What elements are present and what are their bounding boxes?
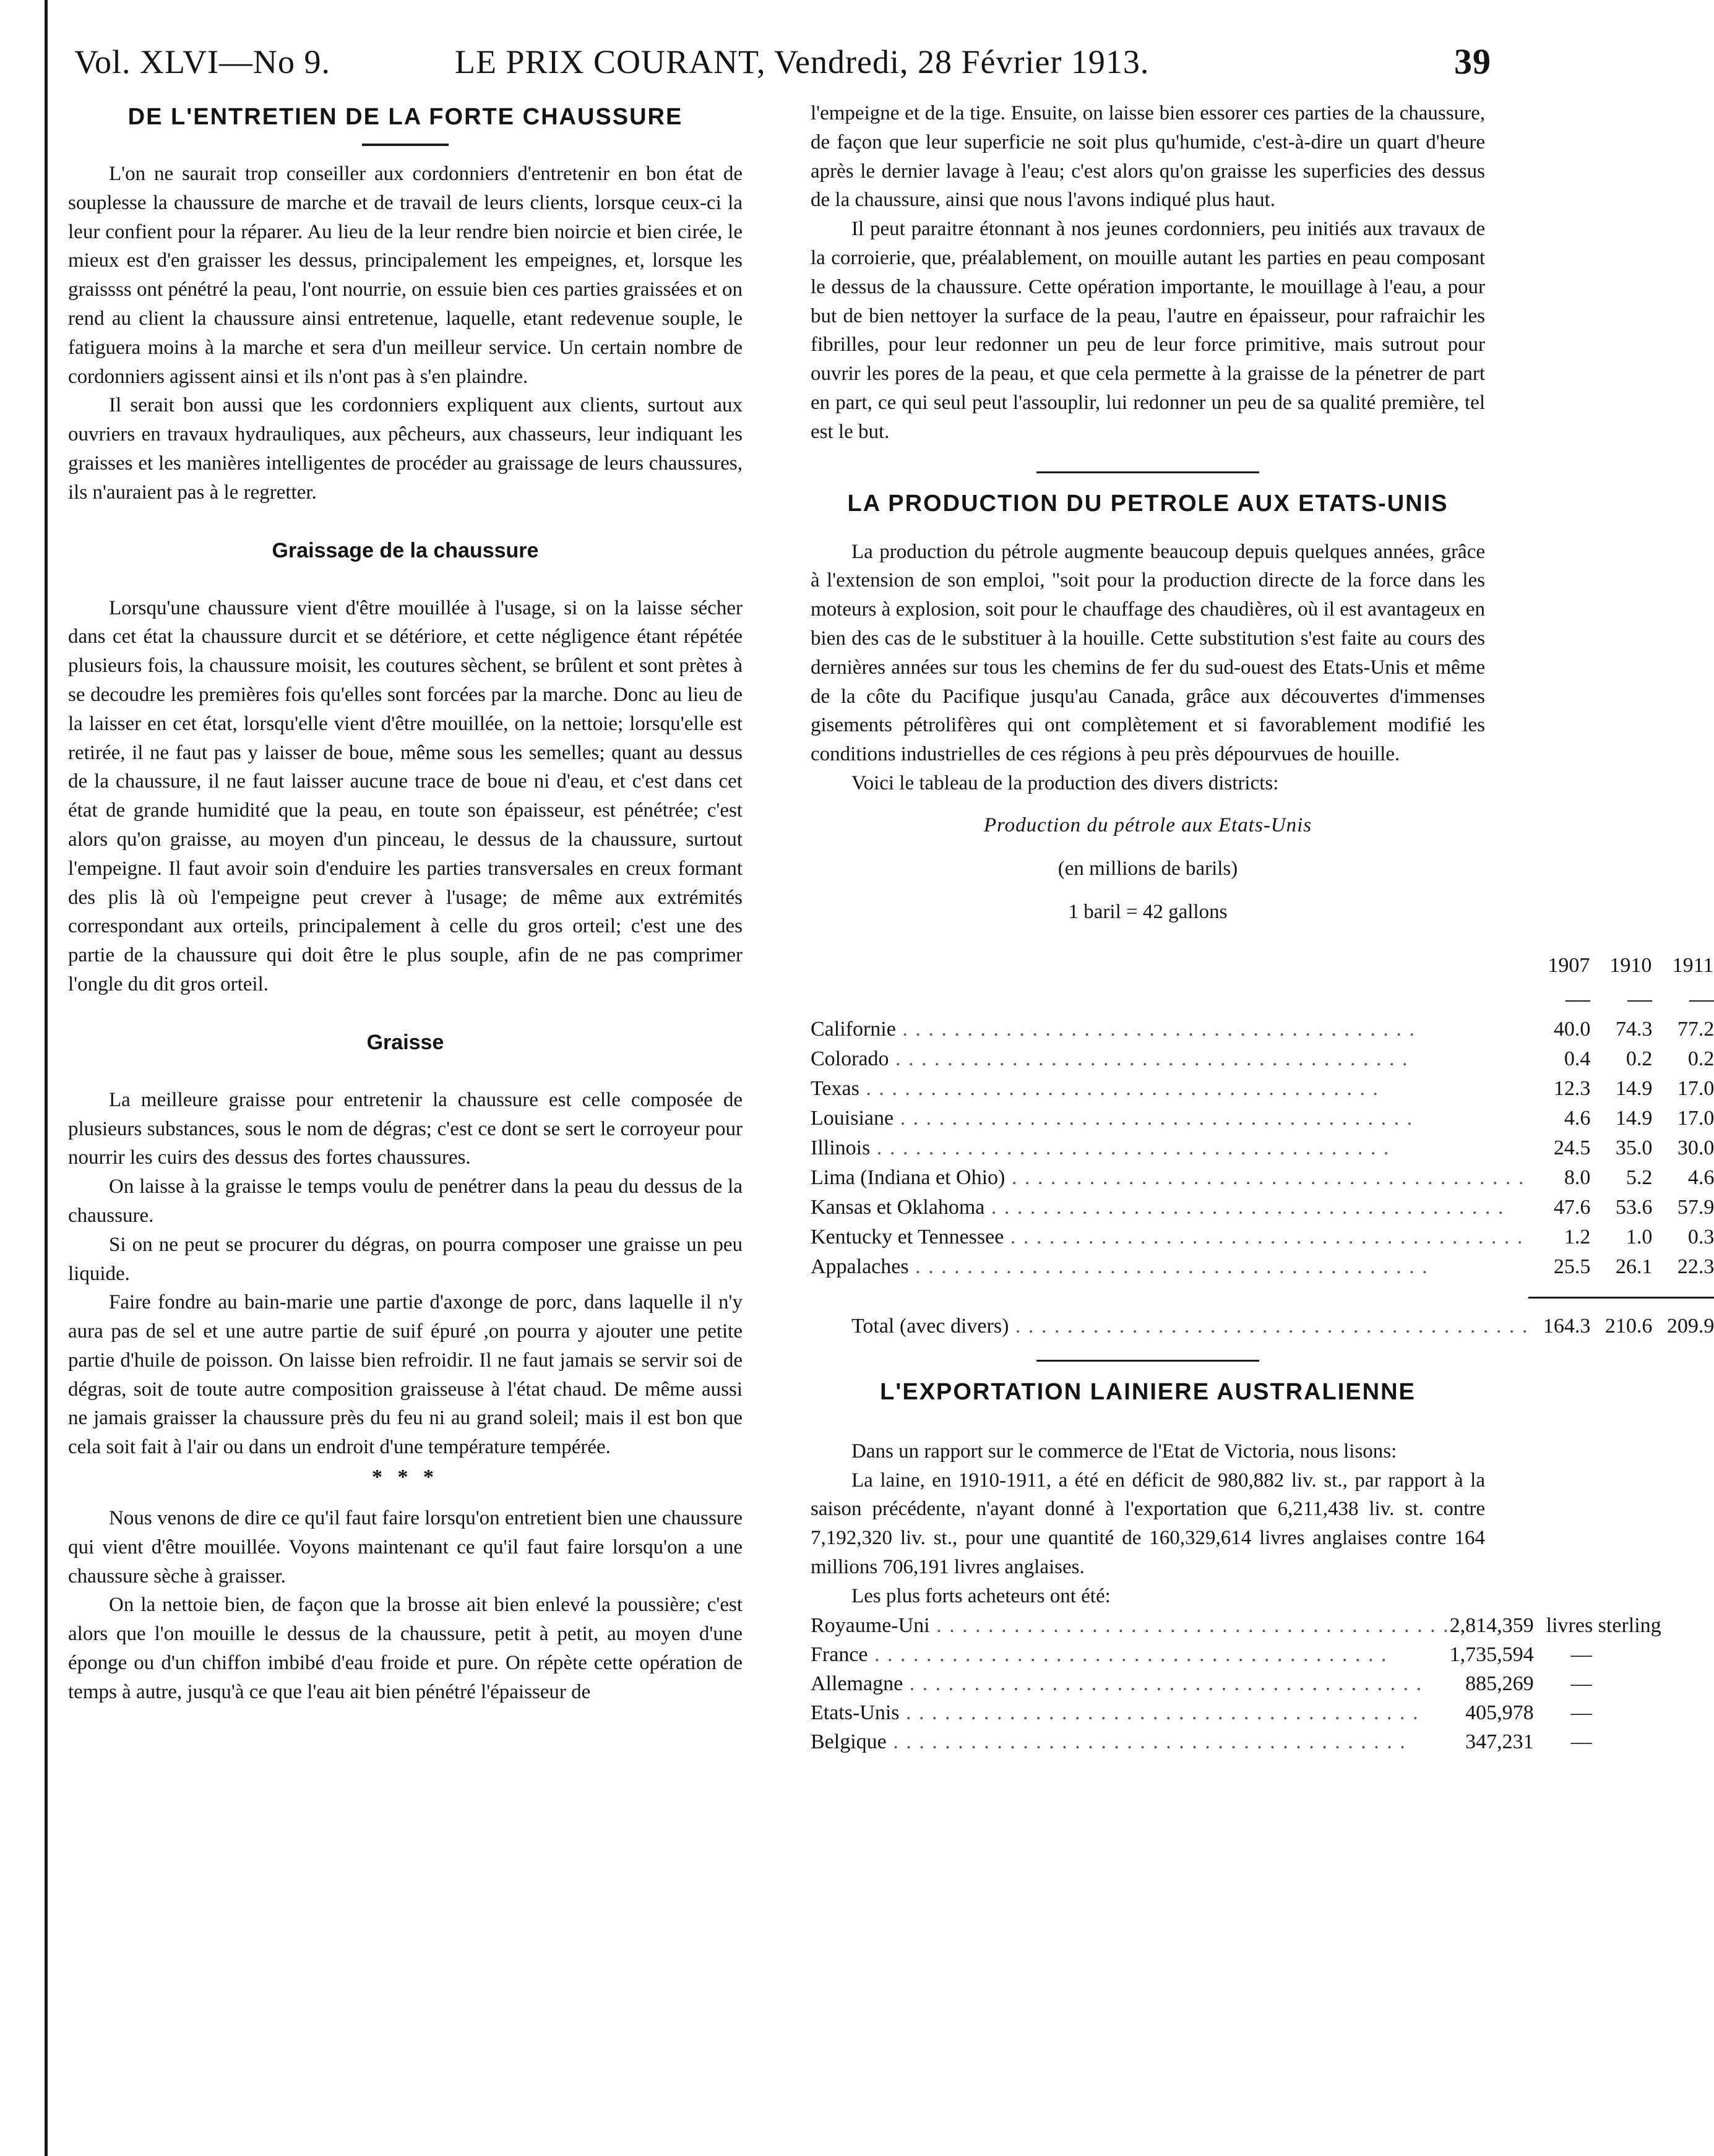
total-label: Total (avec divers) . . . . . . . . . . . . . . . . . . . . . . . . . . . . . . . . . . . . . . . . (851, 1314, 1529, 1338)
table-row (811, 1044, 1714, 1074)
cell-1907: 25.5 (1553, 1255, 1591, 1278)
article-title-chaussure: DE L'ENTRETIEN DE LA FORTE CHAUSSURE (127, 104, 683, 130)
cell-1910: 5.2 (1626, 1166, 1653, 1189)
table-header-row (811, 947, 1714, 985)
volume-number: Vol. XLVI—No 9. (74, 43, 331, 80)
paragraph: On la nettoie bien, de façon que la brosse ait bien enlevé la poussière; c'est alors que l'on mouille le dessus de la chaussure, petit à petit, au moyen d'une éponge ou d'un chiffon imbibé d'eau froide et pure. On répète cette opération de temps à autre, jusqu'à ce que l'eau ait bien pénétré l'épaisseur de (68, 1594, 743, 1703)
paragraph: Faire fondre au bain-marie une partie d'axonge de porc, dans laquelle il n'y aura pas de sel et une autre partie de suif épuré ,on pourra y ajouter une petite partie d'huile de poisson. On laisse bien refroidir. Il ne faut jamais se servir soi de dégras, soit de toute autre composition graisseuse à l'état chaud. De même aussi ne jamais graisser la chaussure près du feu ni au grand soleil; mais il est bon que cela soit fait à l'air ou dans un endroit d'une température tempérée. (68, 1291, 743, 1459)
cell-1910: 35.0 (1615, 1136, 1653, 1159)
cell-1911: 30.0 (1677, 1136, 1714, 1159)
cell-1907: 4.6 (1564, 1106, 1591, 1130)
cell-1910: 14.9 (1615, 1076, 1653, 1100)
paragraph: On laisse à la graisse le temps voulu de penétrer dans la peau du dessus de la chaussure. (68, 1175, 743, 1227)
cell-1911: 57.9 (1677, 1195, 1714, 1219)
paragraph: La laine, en 1910-1911, a été en déficit de 980,882 liv. st., par rapport à la saison précédente, n'ayant donné à l'exportation que 6,211,438 liv. st. contre 7,192,320 liv. st., pour une quantité de 160,329,614 livres anglaises contre 164 millions 706,191 livres anglaises. (811, 1469, 1485, 1578)
subheading-graissage: Graissage de la chaussure (272, 538, 539, 562)
buyer-unit: — (1570, 1730, 1592, 1753)
total-1911: 209.9 (1666, 1314, 1714, 1338)
buyer-amount: 1,735,594 (1449, 1643, 1534, 1666)
year-header: 1907 (1548, 953, 1590, 977)
table-unit: (en millions de barils) (1057, 857, 1238, 880)
table-row (811, 1104, 1714, 1133)
cell-1907: 12.3 (1553, 1076, 1591, 1100)
buyer-unit: — (1570, 1672, 1592, 1695)
table-row (811, 1222, 1714, 1252)
table-row (811, 1193, 1714, 1222)
buyer-unit: — (1570, 1643, 1592, 1666)
buyer-country: Belgique . . . . . . . . . . . . . . . . . . . . . . . . . . . . . . . . . . . . . . . . (811, 1730, 1406, 1753)
cell-1910: 1.0 (1626, 1225, 1653, 1248)
table-row (811, 1727, 1661, 1756)
cell-1907: 24.5 (1553, 1136, 1591, 1159)
buyer-amount: 885,269 (1465, 1672, 1534, 1695)
cell-1907: 0.4 (1564, 1047, 1591, 1070)
paragraph: Voici le tableau de la production des divers districts: (851, 771, 1279, 794)
table-row (811, 1669, 1661, 1698)
wool-buyers-table (811, 1611, 1661, 1756)
cell-1911: 17.0 (1677, 1106, 1714, 1130)
row-label: Kentucky et Tennessee . . . . . . . . . . . . . . . . . . . . . . . . . . . . . . . . . . . . . . . . (811, 1225, 1524, 1248)
row-label: Californie . . . . . . . . . . . . . . . . . . . . . . . . . . . . . . . . . . . . . . . . (811, 1017, 1416, 1041)
newspaper-title: LE PRIX COURANT, Vendredi, 28 Février 1913. (455, 43, 1150, 80)
cell-1910: 26.1 (1615, 1255, 1653, 1278)
paragraph-continuation: l'empeigne et de la tige. Ensuite, on laisse bien essorer ces parties de la chaussure, de façon que leur superficie ne soit plus qu'humide, c'est-à-dire un quart d'heure après le dernier lavage à l'eau; c'est alors qu'on graisse les superficies des dessus de la chaussure, ainsi que nous l'avons indiqué plus haut. (811, 102, 1485, 212)
page-header (74, 34, 1491, 90)
year-header: 1910 (1609, 953, 1652, 977)
cell-1911: 0.2 (1687, 1047, 1714, 1070)
cell-1910: 14.9 (1615, 1106, 1653, 1130)
row-label: Lima (Indiana et Ohio) . . . . . . . . . . . . . . . . . . . . . . . . . . . . . . . . . . . . . . . . (811, 1166, 1525, 1189)
table-title: Production du pétrole aux Etats-Unis (983, 814, 1312, 836)
table-row (811, 1640, 1661, 1669)
paragraph: Il serait bon aussi que les cordonniers expliquent aux clients, surtout aux ouvriers en travaux hydrauliques, aux pêcheurs, aux chasseurs, leur indiquant les graisses et les manières intelligentes de procéder au graissage de leurs chaussures, ils n'auraient pas à le regretter. (68, 394, 743, 504)
table-row (811, 1163, 1714, 1193)
section-separator (1036, 471, 1259, 473)
buyer-amount: 347,231 (1465, 1730, 1534, 1753)
right-column (811, 99, 1714, 1756)
section-separator (1036, 1360, 1259, 1362)
row-label: Appalaches . . . . . . . . . . . . . . . . . . . . . . . . . . . . . . . . . . . . . . . . (811, 1255, 1429, 1278)
title-rule (362, 144, 449, 146)
petrole-production-table (811, 947, 1714, 1341)
cell-1910: 53.6 (1615, 1195, 1653, 1219)
paragraph: La production du pétrole augmente beaucoup depuis quelques années, grâce à l'extension de son emploi, "soit pour la production directe de la force dans les moteurs à explosion, soit pour le chauffage des chaudières, où il est avantageux en bien des cas de le substituer à la houille. Cette substitution s'est faite au cours des dernières années sur tous les chemins de fer du sud-ouest des Etats-Unis et même de la côte du Pacifique jusqu'au Canada, grâce aux découvertes d'immenses gisements pétrolifères qui ont complètement et si favorablement modifié les conditions industrielles de ces régions à peu près dépourvues de houille. (811, 540, 1485, 766)
paragraph: Si on ne peut se procurer du dégras, on pourra composer une graisse un peu liquide. (68, 1233, 743, 1285)
paragraph: Les plus forts acheteurs ont été: (851, 1584, 1111, 1607)
buyer-country: Etats-Unis . . . . . . . . . . . . . . . . . . . . . . . . . . . . . . . . . . . . . . . . (811, 1701, 1419, 1724)
page-number: 39 (1454, 41, 1491, 82)
buyer-amount: 405,978 (1465, 1701, 1534, 1724)
paragraph: L'on ne saurait trop conseiller aux cordonniers d'entretenir en bon état de souplesse la chaussure de marche et de travail de leurs clients, lorsque ceux-ci la leur confient pour la réparer. Au lieu de la leur rendre bien noircie et bien cirée, le mieux est d'en graisser les dessus, principalement les empeignes, et, lorsque les graissss ont pénétré la peau, l'ont nourrie, on essuie bien ces parties graissées et on rend au client la chaussure ainsi entretenue, laquelle, etant redevenue souple, le fatiguera moins à la marche et sera d'un meilleur service. Un certain nombre de cordonniers agissent ainsi et ils n'ont pas à s'en plaindre. (68, 163, 743, 388)
table-row (811, 1133, 1714, 1163)
cell-1911: 4.6 (1687, 1166, 1714, 1189)
cell-1910: 0.2 (1626, 1047, 1653, 1070)
page-edge-rule (45, 0, 48, 2156)
table-row (811, 1074, 1714, 1104)
row-label: Kansas et Oklahoma . . . . . . . . . . . . . . . . . . . . . . . . . . . . . . . . . . . . . . . . (811, 1195, 1505, 1219)
row-label: Colorado . . . . . . . . . . . . . . . . . . . . . . . . . . . . . . . . . . . . . . . . (811, 1047, 1409, 1070)
row-label: Louisiane . . . . . . . . . . . . . . . . . . . . . . . . . . . . . . . . . . . . . . . . (811, 1106, 1414, 1130)
table-total-row (811, 1312, 1714, 1341)
buyer-country: Royaume-Uni . . . . . . . . . . . . . . . . . . . . . . . . . . . . . . . . . . . . . . . . (811, 1613, 1450, 1637)
buyer-country: France . . . . . . . . . . . . . . . . . . . . . . . . . . . . . . . . . . . . . . . . (811, 1643, 1388, 1666)
buyer-unit: livres sterling (1546, 1613, 1661, 1637)
total-1910: 210.6 (1604, 1314, 1653, 1338)
buyer-unit: — (1570, 1701, 1592, 1724)
section-asterism: * * * (372, 1466, 439, 1489)
year-header: 1911 (1672, 953, 1714, 977)
cell-1911: 0.3 (1687, 1225, 1714, 1248)
article-title-laine: L'EXPORTATION LAINIERE AUSTRALIENNE (880, 1378, 1416, 1405)
cell-1911: 77.2 (1677, 1017, 1714, 1041)
table-row (811, 1698, 1661, 1727)
table-conversion: 1 baril = 42 gallons (1068, 900, 1228, 923)
paragraph: Nous venons de dire ce qu'il faut faire lorsqu'on entretient bien une chaussure qui vient d'être mouillée. Voyons maintenant ce qu'il faut faire lorsqu'on a une chaussure sèche à graisser. (68, 1507, 743, 1587)
table-row (811, 1015, 1714, 1044)
cell-1907: 47.6 (1553, 1195, 1591, 1219)
buyer-country: Allemagne . . . . . . . . . . . . . . . . . . . . . . . . . . . . . . . . . . . . . . . . (811, 1672, 1423, 1695)
row-label: Illinois . . . . . . . . . . . . . . . . . . . . . . . . . . . . . . . . . . . . . . . . (811, 1136, 1390, 1159)
article-title-petrole: LA PRODUCTION DU PETROLE AUX ETATS-UNIS (847, 490, 1449, 517)
row-label: Texas . . . . . . . . . . . . . . . . . . . . . . . . . . . . . . . . . . . . . . . . (811, 1076, 1379, 1100)
cell-1907: 8.0 (1564, 1166, 1591, 1189)
paragraph: Lorsqu'une chaussure vient d'être mouillée à l'usage, si on la laisse sécher dans cet état la chaussure durcit et se détériore, et cette négligence étant répétée plusieurs fois, la chaussure moisit, les coutures sèchent, se brûlent et sont prètes à se decoudre les premières fois qu'elles sont forcées par la marche. Donc au lieu de la laisser en cet état, lorsqu'elle vient d'être mouillée, on la nettoie; lorsqu'elle est retirée, il ne faut pas y laisser de boue, même sous les semelles; quant au dessus de la chaussure, il ne faut laisser aucune trace de boue ni d'eau, et c'est dans cet état de grande humidité que la peau, en toute son épaisseur, est pénétrée; c'est alors qu'on graisse, au moyen d'un pinceau, le dessus de la chaussure, surtout l'empeigne. Il faut avoir soin d'enduire les parties transversales en creux formant des plis là où l'empeigne peut crever à l'usage; de même aux extrémités correspondant aux orteils, principalement à celle du gros orteil; c'est une des partie de la chaussure qui doit être le plus souple, afin de ne pas comprimer l'ongle du dit gros orteil. (68, 596, 743, 995)
table-row (811, 1252, 1714, 1282)
paragraph: La meilleure graisse pour entretenir la chaussure est celle composée de plusieurs substances, sous le nom de dégras; c'est ce dont se sert le corroyeur pour nourrir les cuirs des dessus des fortes chaussures. (68, 1088, 743, 1169)
total-1907: 164.3 (1543, 1314, 1591, 1338)
buyer-amount: 2,814,359 (1449, 1613, 1534, 1637)
cell-1911: 22.3 (1677, 1255, 1714, 1278)
paragraph: Dans un rapport sur le commerce de l'Etat de Victoria, nous lisons: (851, 1440, 1397, 1462)
cell-1907: 40.0 (1553, 1017, 1591, 1041)
paragraph: Il peut paraitre étonnant à nos jeunes cordonniers, peu initiés aux travaux de la corroierie, que, préalablement, on mouille autant les parties en peau composant le dessus de la chaussure. Cette opération importante, le mouillage à l'eau, a pour but de bien nettoyer la surface de la peau, l'autre en épaisseur, pour rafraichir les fibrilles, pour leur redonner un peu de leur force primitive, mais sutrout pour ouvrir les pores de la peau, et que cela permette à la graisse de la pénetrer de part en part, ce qui seul peut l'assouplir, lui redonner un peu de sa qualité première, tel est le but. (811, 218, 1485, 443)
left-column (68, 99, 743, 1707)
cell-1911: 17.0 (1677, 1076, 1714, 1100)
cell-1907: 1.2 (1564, 1225, 1591, 1248)
cell-1910: 74.3 (1615, 1017, 1653, 1041)
table-row (811, 1611, 1661, 1640)
subheading-graisse: Graisse (366, 1030, 444, 1054)
